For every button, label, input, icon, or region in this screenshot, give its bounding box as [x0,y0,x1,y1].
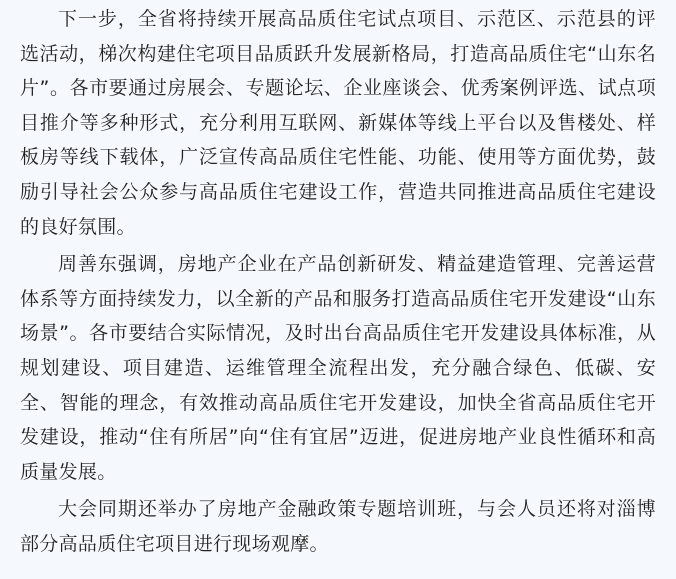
article-paragraph-2: 周善东强调，房地产企业在产品创新研发、精益建造管理、完善运营体系等方面持续发力，以全新的产品和服务打造高品质住宅开发建设“山东场景”。各市要结合实际情况，及时出台高品质住宅开发建设具体标准，从规划建设、项目建造、运维管理全流程出发，充分融合绿色、低碳、安全、智能的理念，有效推动高品质住宅开发建设，加快全省高品质住宅开发建设，推动“住有所居”向“住有宜居”迈进，促进房地产业良性循环和高质量发展。 [20,253,656,483]
article-paragraph-1: 下一步，全省将持续开展高品质住宅试点项目、示范区、示范县的评选活动，梯次构建住宅项目品质跃升发展新格局，打造高品质住宅“山东名片”。各市要通过房展会、专题论坛、企业座谈会、优秀案例评选、试点项目推介等多种形式，充分利用互联网、新媒体等线上平台以及售楼处、样板房等线下载体，广泛宣传高品质住宅性能、功能、使用等方面优势，鼓励引导社会公众参与高品质住宅建设工作，营造共同推进高品质住宅建设的良好氛围。 [20,8,656,238]
article-paragraph-3: 大会同期还举办了房地产金融政策专题培训班，与会人员还将对淄博部分高品质住宅项目进行现场观摩。 [20,498,656,555]
